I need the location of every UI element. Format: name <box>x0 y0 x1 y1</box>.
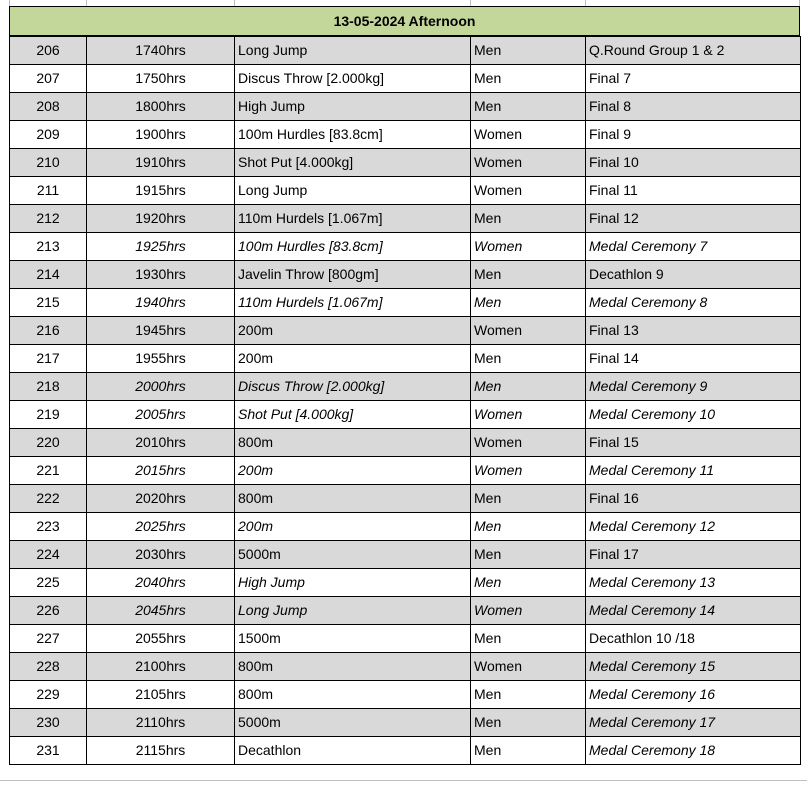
time-cell: 2020hrs <box>87 485 235 513</box>
table-row <box>10 345 801 373</box>
category-cell: Men <box>471 709 586 737</box>
round-cell: Final 14 <box>586 345 801 373</box>
event-cell: 200m <box>235 457 471 485</box>
time-cell: 2030hrs <box>87 541 235 569</box>
event-number-cell: 206 <box>10 37 87 65</box>
event-number-cell: 231 <box>10 737 87 765</box>
category-cell: Men <box>471 37 586 65</box>
category-cell: Men <box>471 93 586 121</box>
sheet-bottom-edge <box>0 780 807 786</box>
table-row <box>10 261 801 289</box>
round-cell: Decathlon 10 /18 <box>586 625 801 653</box>
round-cell: Decathlon 9 <box>586 261 801 289</box>
category-cell: Men <box>471 737 586 765</box>
category-cell: Women <box>471 317 586 345</box>
table-row <box>10 737 801 765</box>
event-cell: 200m <box>235 513 471 541</box>
round-cell: Final 8 <box>586 93 801 121</box>
round-cell: Final 9 <box>586 121 801 149</box>
time-cell: 1925hrs <box>87 233 235 261</box>
table-row <box>10 149 801 177</box>
round-cell: Medal Ceremony 15 <box>586 653 801 681</box>
table-row <box>10 681 801 709</box>
event-cell: 1500m <box>235 625 471 653</box>
category-cell: Men <box>471 541 586 569</box>
time-cell: 1930hrs <box>87 261 235 289</box>
event-cell: 800m <box>235 429 471 457</box>
category-cell: Men <box>471 289 586 317</box>
time-cell: 2100hrs <box>87 653 235 681</box>
event-number-cell: 214 <box>10 261 87 289</box>
schedule-rows <box>10 37 801 765</box>
time-cell: 1920hrs <box>87 205 235 233</box>
time-cell: 2010hrs <box>87 429 235 457</box>
round-cell: Q.Round Group 1 & 2 <box>586 37 801 65</box>
round-cell: Medal Ceremony 7 <box>586 233 801 261</box>
event-number-cell: 220 <box>10 429 87 457</box>
round-cell: Medal Ceremony 14 <box>586 597 801 625</box>
table-row <box>10 429 801 457</box>
time-cell: 2055hrs <box>87 625 235 653</box>
table-row <box>10 709 801 737</box>
round-cell: Medal Ceremony 17 <box>586 709 801 737</box>
event-cell: 200m <box>235 345 471 373</box>
event-number-cell: 210 <box>10 149 87 177</box>
round-cell: Final 12 <box>586 205 801 233</box>
category-cell: Men <box>471 373 586 401</box>
event-number-cell: 221 <box>10 457 87 485</box>
time-cell: 2105hrs <box>87 681 235 709</box>
category-cell: Women <box>471 429 586 457</box>
session-title: 13-05-2024 Afternoon <box>9 7 800 36</box>
event-cell: Decathlon <box>235 737 471 765</box>
table-row <box>10 121 801 149</box>
time-cell: 2005hrs <box>87 401 235 429</box>
category-cell: Women <box>471 457 586 485</box>
time-cell: 1915hrs <box>87 177 235 205</box>
event-cell: Long Jump <box>235 37 471 65</box>
time-cell: 1740hrs <box>87 37 235 65</box>
event-number-cell: 216 <box>10 317 87 345</box>
time-cell: 1900hrs <box>87 121 235 149</box>
event-number-cell: 212 <box>10 205 87 233</box>
category-cell: Men <box>471 625 586 653</box>
table-row <box>10 485 801 513</box>
time-cell: 1910hrs <box>87 149 235 177</box>
round-cell: Medal Ceremony 8 <box>586 289 801 317</box>
table-row <box>10 373 801 401</box>
event-number-cell: 207 <box>10 65 87 93</box>
table-row <box>10 177 801 205</box>
round-cell: Medal Ceremony 10 <box>586 401 801 429</box>
table-row <box>10 93 801 121</box>
category-cell: Men <box>471 261 586 289</box>
category-cell: Women <box>471 149 586 177</box>
event-number-cell: 228 <box>10 653 87 681</box>
table-row <box>10 513 801 541</box>
round-cell: Medal Ceremony 18 <box>586 737 801 765</box>
event-number-cell: 217 <box>10 345 87 373</box>
event-number-cell: 226 <box>10 597 87 625</box>
table-row <box>10 205 801 233</box>
event-cell: 800m <box>235 653 471 681</box>
category-cell: Men <box>471 513 586 541</box>
table-row <box>10 65 801 93</box>
round-cell: Medal Ceremony 9 <box>586 373 801 401</box>
table-row <box>10 541 801 569</box>
table-row <box>10 569 801 597</box>
event-number-cell: 215 <box>10 289 87 317</box>
round-cell: Final 10 <box>586 149 801 177</box>
event-number-cell: 218 <box>10 373 87 401</box>
event-number-cell: 229 <box>10 681 87 709</box>
event-number-cell: 209 <box>10 121 87 149</box>
event-cell: 5000m <box>235 709 471 737</box>
event-cell: 800m <box>235 485 471 513</box>
category-cell: Men <box>471 65 586 93</box>
table-row <box>10 401 801 429</box>
category-cell: Men <box>471 345 586 373</box>
event-cell: Long Jump <box>235 597 471 625</box>
category-cell: Women <box>471 597 586 625</box>
round-cell: Final 16 <box>586 485 801 513</box>
time-cell: 2015hrs <box>87 457 235 485</box>
time-cell: 2115hrs <box>87 737 235 765</box>
round-cell: Final 13 <box>586 317 801 345</box>
event-cell: High Jump <box>235 93 471 121</box>
event-cell: 200m <box>235 317 471 345</box>
event-number-cell: 224 <box>10 541 87 569</box>
event-number-cell: 213 <box>10 233 87 261</box>
event-number-cell: 225 <box>10 569 87 597</box>
time-cell: 2110hrs <box>87 709 235 737</box>
category-cell: Women <box>471 121 586 149</box>
table-row <box>10 597 801 625</box>
event-cell: Javelin Throw [800gm] <box>235 261 471 289</box>
time-cell: 2040hrs <box>87 569 235 597</box>
time-cell: 2045hrs <box>87 597 235 625</box>
event-number-cell: 211 <box>10 177 87 205</box>
round-cell: Final 7 <box>586 65 801 93</box>
event-cell: 110m Hurdels [1.067m] <box>235 205 471 233</box>
event-number-cell: 223 <box>10 513 87 541</box>
schedule-sheet <box>9 0 800 765</box>
table-row <box>10 233 801 261</box>
category-cell: Women <box>471 653 586 681</box>
table-row <box>10 289 801 317</box>
category-cell: Men <box>471 569 586 597</box>
event-number-cell: 219 <box>10 401 87 429</box>
event-cell: 800m <box>235 681 471 709</box>
event-cell: 100m Hurdles [83.8cm] <box>235 121 471 149</box>
table-row <box>10 625 801 653</box>
time-cell: 1945hrs <box>87 317 235 345</box>
event-number-cell: 230 <box>10 709 87 737</box>
round-cell: Medal Ceremony 16 <box>586 681 801 709</box>
event-cell: 100m Hurdles [83.8cm] <box>235 233 471 261</box>
table-row <box>10 457 801 485</box>
round-cell: Medal Ceremony 13 <box>586 569 801 597</box>
time-cell: 2025hrs <box>87 513 235 541</box>
schedule-table <box>9 36 801 765</box>
category-cell: Men <box>471 681 586 709</box>
event-cell: Discus Throw [2.000kg] <box>235 373 471 401</box>
previous-rows-edge <box>9 0 800 7</box>
round-cell: Final 17 <box>586 541 801 569</box>
time-cell: 1955hrs <box>87 345 235 373</box>
event-cell: Shot Put [4.000kg] <box>235 401 471 429</box>
time-cell: 1800hrs <box>87 93 235 121</box>
category-cell: Men <box>471 205 586 233</box>
category-cell: Women <box>471 233 586 261</box>
category-cell: Women <box>471 177 586 205</box>
category-cell: Men <box>471 485 586 513</box>
table-row <box>10 653 801 681</box>
round-cell: Medal Ceremony 12 <box>586 513 801 541</box>
round-cell: Final 11 <box>586 177 801 205</box>
event-cell: Discus Throw [2.000kg] <box>235 65 471 93</box>
category-cell: Women <box>471 401 586 429</box>
event-cell: Shot Put [4.000kg] <box>235 149 471 177</box>
table-row <box>10 37 801 65</box>
round-cell: Final 15 <box>586 429 801 457</box>
time-cell: 2000hrs <box>87 373 235 401</box>
event-number-cell: 208 <box>10 93 87 121</box>
time-cell: 1750hrs <box>87 65 235 93</box>
event-cell: Long Jump <box>235 177 471 205</box>
event-number-cell: 222 <box>10 485 87 513</box>
time-cell: 1940hrs <box>87 289 235 317</box>
event-cell: High Jump <box>235 569 471 597</box>
round-cell: Medal Ceremony 11 <box>586 457 801 485</box>
table-row <box>10 317 801 345</box>
event-number-cell: 227 <box>10 625 87 653</box>
event-cell: 5000m <box>235 541 471 569</box>
event-cell: 110m Hurdels [1.067m] <box>235 289 471 317</box>
